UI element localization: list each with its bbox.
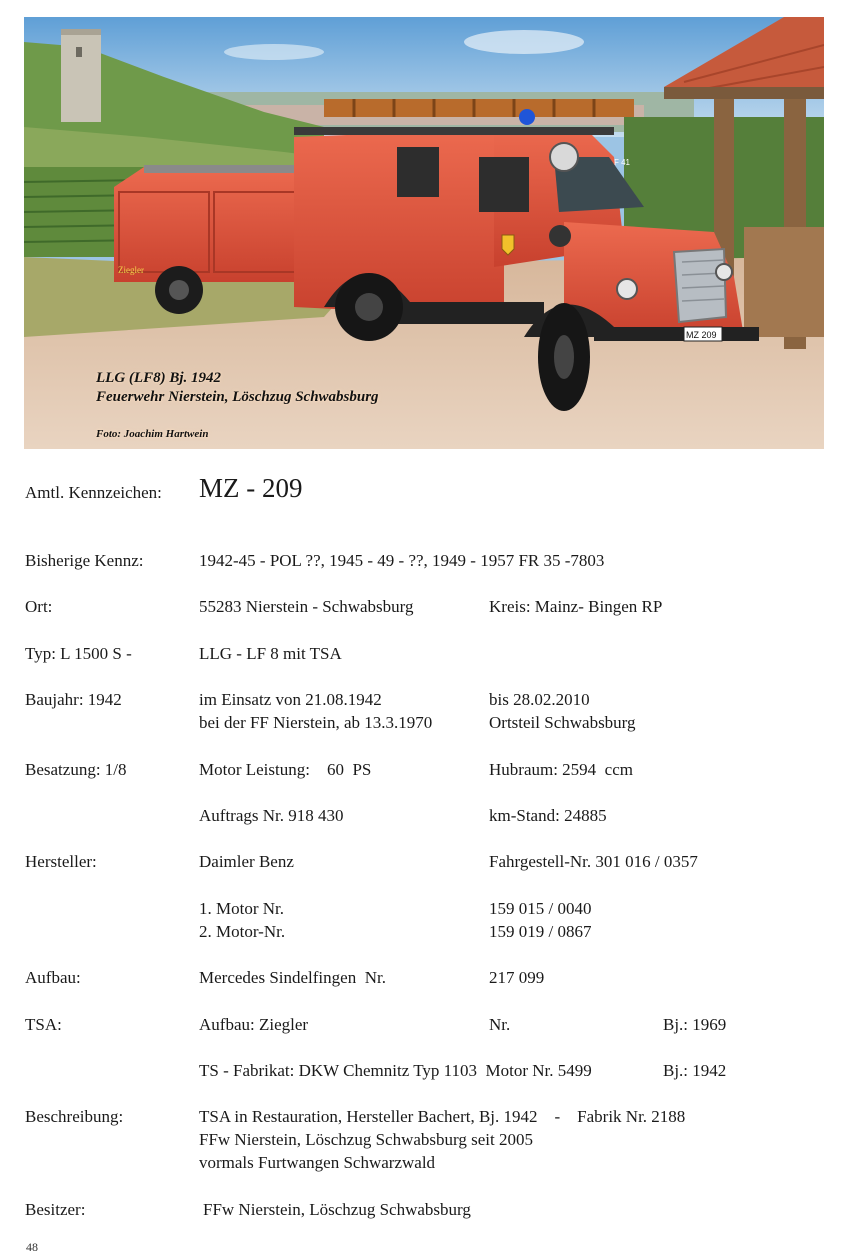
hersteller-label: Hersteller: <box>25 852 97 871</box>
km-stand: km-Stand: 24885 <box>489 806 607 825</box>
aufbau-nr: 217 099 <box>489 968 545 987</box>
tsa-aufbau: Aufbau: Ziegler <box>199 1015 309 1034</box>
motor-2-label: 2. Motor-Nr. <box>199 922 286 941</box>
typ-value: LLG - LF 8 mit TSA <box>199 644 342 663</box>
tsa-baujahr: Bj.: 1969 <box>663 1015 727 1034</box>
einsatz-from: im Einsatz von 21.08.1942 <box>199 690 382 709</box>
beschreibung-line-2: FFw Nierstein, Löschzug Schwabsburg seit 2005 <box>199 1130 533 1149</box>
kreis-value: Kreis: Mainz- Bingen RP <box>489 597 663 616</box>
ort-value: 55283 Nierstein - Schwabsburg <box>199 597 414 616</box>
fire-truck-photo <box>24 17 824 449</box>
besitzer-label: Besitzer: <box>25 1200 86 1219</box>
beschreibung-line-3: vormals Furtwangen Schwarzwald <box>199 1153 436 1172</box>
photo-caption-title: LLG (LF8) Bj. 1942 <box>96 370 221 386</box>
ts-baujahr: Bj.: 1942 <box>663 1061 727 1080</box>
motor-1-label: 1. Motor Nr. <box>199 899 284 918</box>
aufbau-value: Mercedes Sindelfingen Nr. <box>199 968 386 987</box>
motor-leistung: Motor Leistung: 60 PS <box>199 760 372 779</box>
hersteller-value: Daimler Benz <box>199 852 294 871</box>
ts-fabrikat: TS - Fabrikat: DKW Chemnitz Typ 1103 Motor Nr. 5499 <box>199 1061 592 1080</box>
license-plate-text: MZ 209 <box>686 330 717 340</box>
trailer-label: Ziegler <box>118 265 144 275</box>
photo-caption-subtitle: Feuerwehr Nierstein, Löschzug Schwabsburg <box>96 389 379 405</box>
cab-marking: F 41 <box>614 158 631 167</box>
baujahr-label: Baujahr: 1942 <box>25 690 122 709</box>
einsatz-until: bis 28.02.2010 <box>489 690 590 709</box>
tsa-nr: Nr. <box>489 1015 511 1034</box>
kennzeichen-label: Amtl. Kennzeichen: <box>25 483 162 502</box>
besatzung-label: Besatzung: 1/8 <box>25 760 127 779</box>
hubraum: Hubraum: 2594 ccm <box>489 760 633 779</box>
aufbau-label: Aufbau: <box>25 968 81 987</box>
ortsteil: Ortsteil Schwabsburg <box>489 713 636 732</box>
einsatz-ff: bei der FF Nierstein, ab 13.3.1970 <box>199 713 433 732</box>
kennzeichen-value: MZ - 209 <box>199 473 303 503</box>
typ-label: Typ: L 1500 S - <box>25 644 132 663</box>
photo-credit: Foto: Joachim Hartwein <box>96 428 209 440</box>
motor-1-value: 159 015 / 0040 <box>489 899 592 918</box>
fahrgestell-nr: Fahrgestell-Nr. 301 016 / 0357 <box>489 852 698 871</box>
beschreibung-line-1: TSA in Restauration, Hersteller Bachert, Bj. 1942 - Fabrik Nr. 2188 <box>199 1107 686 1126</box>
bisherige-value: 1942-45 - POL ??, 1945 - 49 - ??, 1949 - 1957 FR 35 -7803 <box>199 551 605 570</box>
auftrags-nr: Auftrags Nr. 918 430 <box>199 806 344 825</box>
page-number: 48 <box>26 1240 38 1254</box>
tsa-label: TSA: <box>25 1015 62 1034</box>
besitzer-value: FFw Nierstein, Löschzug Schwabsburg <box>203 1200 471 1219</box>
beschreibung-label: Beschreibung: <box>25 1107 124 1126</box>
motor-2-value: 159 019 / 0867 <box>489 922 592 941</box>
ort-label: Ort: <box>25 597 53 616</box>
bisherige-label: Bisherige Kennz: <box>25 551 144 570</box>
